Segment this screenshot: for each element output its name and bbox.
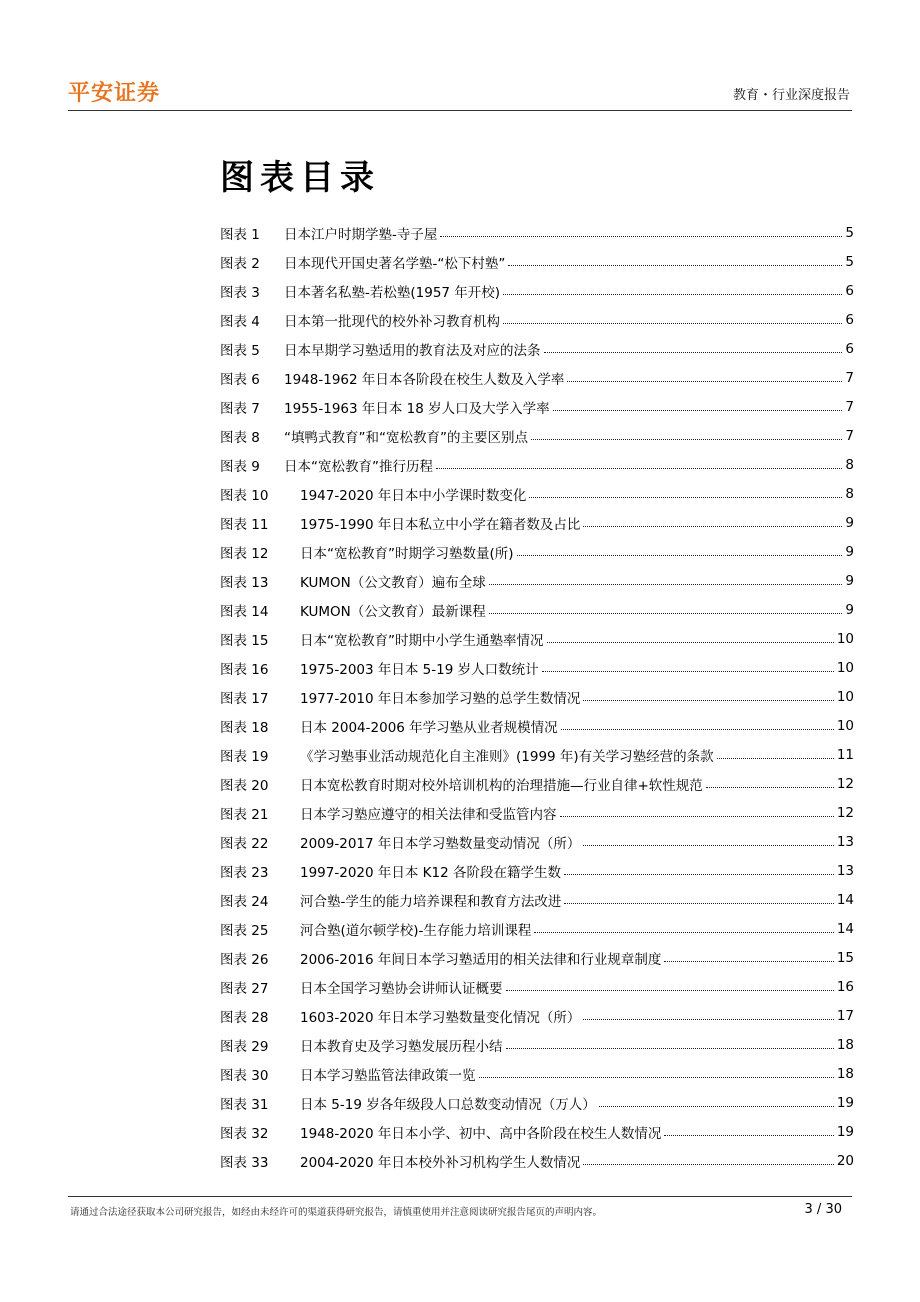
toc-entry[interactable] (220, 624, 854, 653)
figure-label: 图表 11 (220, 516, 269, 533)
figure-page-number: 15 (836, 949, 854, 966)
figure-title: 2004-2020 年日本校外补习机构学生人数情况 (300, 1154, 581, 1171)
figure-page-number: 12 (836, 804, 854, 821)
figure-title: 日本学习塾应遵守的相关法律和受监管内容 (300, 806, 557, 823)
footer-disclaimer: 请通过合法途径获取本公司研究报告，如经由未经许可的渠道获得研究报告，请慎重使用并注意阅读研究报告尾页的声明内容。 (70, 1207, 603, 1218)
figure-page-number: 20 (836, 1152, 854, 1169)
dot-leader (531, 439, 842, 440)
figure-page-number: 10 (836, 659, 854, 676)
toc-entry[interactable] (220, 682, 854, 711)
toc-entry[interactable] (220, 566, 854, 595)
figure-label: 图表 31 (220, 1096, 269, 1113)
figure-title: 1955-1963 年日本 18 岁人口及大学入学率 (284, 400, 550, 417)
figure-title: 日本“宽松教育”推行历程 (284, 458, 433, 475)
dot-leader (529, 497, 842, 498)
figure-label: 图表 24 (220, 893, 269, 910)
figure-label: 图表 8 (220, 429, 260, 446)
toc-entry[interactable] (220, 450, 854, 479)
toc-entry[interactable] (220, 363, 854, 392)
dot-leader (599, 1106, 834, 1107)
figure-page-number: 5 (845, 224, 854, 241)
figure-page-number: 19 (836, 1094, 854, 1111)
figure-page-number: 16 (836, 978, 854, 995)
figure-page-number: 13 (836, 833, 854, 850)
figure-page-number: 6 (845, 282, 854, 299)
company-logo: 平安证券 (68, 81, 161, 106)
toc-entry[interactable] (220, 392, 854, 421)
toc-entry[interactable] (220, 943, 854, 972)
figure-title: 河合塾-学生的能力培养课程和教育方法改进 (300, 893, 562, 910)
figure-label: 图表 23 (220, 864, 269, 881)
report-type: 教育・行业深度报告 (732, 88, 850, 103)
toc-entry[interactable] (220, 276, 854, 305)
figure-page-number: 19 (836, 1123, 854, 1140)
toc-entry[interactable] (220, 305, 854, 334)
figure-label: 图表 2 (220, 255, 260, 272)
figure-page-number: 17 (836, 1007, 854, 1024)
figure-label: 图表 16 (220, 661, 269, 678)
figure-title: 2006-2016 年间日本学习塾适用的相关法律和行业规章制度 (300, 951, 662, 968)
dot-leader (489, 613, 843, 614)
figure-page-number: 9 (845, 543, 854, 560)
figure-page-number: 7 (845, 427, 854, 444)
dot-leader (664, 1135, 833, 1136)
dot-leader (564, 874, 834, 875)
figure-label: 图表 32 (220, 1125, 269, 1142)
figure-page-number: 14 (836, 920, 854, 937)
figure-page-number: 9 (845, 601, 854, 618)
toc-entry[interactable] (220, 885, 854, 914)
figure-page-number: 9 (845, 514, 854, 531)
toc-entry[interactable] (220, 595, 854, 624)
dot-leader (560, 816, 834, 817)
dot-leader (583, 1164, 833, 1165)
toc-entry[interactable] (220, 1030, 854, 1059)
figure-title: 日本全国学习塾协会讲师认证概要 (300, 980, 503, 997)
figure-title: 2009-2017 年日本学习塾数量变动情况（所） (300, 835, 581, 852)
figure-page-number: 10 (836, 688, 854, 705)
figure-label: 图表 10 (220, 487, 269, 504)
toc-entry[interactable] (220, 247, 854, 276)
figure-title: 日本教育史及学习塾发展历程小结 (300, 1038, 503, 1055)
figure-page-number: 7 (845, 369, 854, 386)
dot-leader (547, 642, 834, 643)
figure-page-number: 14 (836, 891, 854, 908)
figure-title: 日本“宽松教育”时期学习塾数量(所) (300, 545, 514, 562)
figure-page-number: 18 (836, 1065, 854, 1082)
figure-page-number: 7 (845, 398, 854, 415)
figure-title: 日本 2004-2006 年学习塾从业者规模情况 (300, 719, 558, 736)
figure-title: 1977-2010 年日本参加学习塾的总学生数情况 (300, 690, 581, 707)
toc-entry[interactable] (220, 218, 854, 247)
toc-entry[interactable] (220, 334, 854, 363)
dot-leader (508, 265, 842, 266)
figure-title: 1947-2020 年日本中小学课时数变化 (300, 487, 527, 504)
figure-title: 1975-2003 年日本 5-19 岁人口数统计 (300, 661, 539, 678)
dot-leader (706, 787, 834, 788)
dot-leader (717, 758, 834, 759)
toc-entry[interactable] (220, 479, 854, 508)
figure-page-number: 18 (836, 1036, 854, 1053)
toc-entry[interactable] (220, 1059, 854, 1088)
toc-entry[interactable] (220, 1088, 854, 1117)
figure-title: “填鸭式教育”和“宽松教育”的主要区别点 (284, 429, 528, 446)
figure-label: 图表 4 (220, 313, 260, 330)
figure-title: 1603-2020 年日本学习塾数量变化情况（所） (300, 1009, 581, 1026)
figure-label: 图表 22 (220, 835, 269, 852)
figure-title: KUMON（公文教育）遍布全球 (300, 574, 486, 591)
dot-leader (567, 381, 842, 382)
toc-entry[interactable] (220, 1001, 854, 1030)
figure-title: 1948-2020 年日本小学、初中、高中各阶段在校生人数情况 (300, 1125, 662, 1142)
figure-title: 《学习塾事业活动规范化自主准则》(1999 年)有关学习塾经营的条款 (300, 748, 714, 765)
figure-label: 图表 3 (220, 284, 260, 301)
figure-label: 图表 1 (220, 226, 260, 243)
figure-title: 日本江户时期学塾-寺子屋 (284, 226, 438, 243)
dot-leader (489, 584, 843, 585)
figure-page-number: 6 (845, 340, 854, 357)
dot-leader (436, 468, 842, 469)
figure-page-number: 10 (836, 630, 854, 647)
figure-label: 图表 19 (220, 748, 269, 765)
toc-entry[interactable] (220, 508, 854, 537)
dot-leader (583, 700, 833, 701)
figure-title: 1948-1962 年日本各阶段在校生人数及入学率 (284, 371, 565, 388)
footer-divider (68, 1196, 852, 1197)
figure-page-number: 8 (845, 456, 854, 473)
figure-title: 日本学习塾监管法律政策一览 (300, 1067, 476, 1084)
dot-leader (553, 410, 843, 411)
dot-leader (542, 671, 834, 672)
figure-label: 图表 29 (220, 1038, 269, 1055)
figure-label: 图表 30 (220, 1067, 269, 1084)
dot-leader (506, 990, 834, 991)
figure-label: 图表 9 (220, 458, 260, 475)
figure-label: 图表 28 (220, 1009, 269, 1026)
figure-title: 日本早期学习塾适用的教育法及对应的法条 (284, 342, 541, 359)
figure-label: 图表 21 (220, 806, 269, 823)
figure-title: 河合塾(道尔顿学校)-生存能力培训课程 (300, 922, 532, 939)
page-number: 3 / 30 (804, 1202, 842, 1217)
figure-label: 图表 20 (220, 777, 269, 794)
toc-entry[interactable] (220, 740, 854, 769)
figure-title: 日本“宽松教育”时期中小学生通塾率情况 (300, 632, 544, 649)
figure-page-number: 5 (845, 253, 854, 270)
figure-title: 日本 5-19 岁各年级段人口总数变动情况（万人） (300, 1096, 596, 1113)
figure-label: 图表 6 (220, 371, 260, 388)
dot-leader (503, 294, 842, 295)
dot-leader (506, 1048, 834, 1049)
dot-leader (564, 903, 833, 904)
dot-leader (517, 555, 843, 556)
dot-leader (583, 845, 833, 846)
figure-label: 图表 14 (220, 603, 269, 620)
figure-page-number: 11 (836, 746, 854, 763)
dot-leader (544, 352, 843, 353)
dot-leader (664, 961, 833, 962)
dot-leader (479, 1077, 834, 1078)
dot-leader (534, 932, 833, 933)
figure-title: 1997-2020 年日本 K12 各阶段在籍学生数 (300, 864, 561, 881)
dot-leader (561, 729, 834, 730)
figure-page-number: 8 (845, 485, 854, 502)
toc-entry[interactable] (220, 856, 854, 885)
figure-label: 图表 12 (220, 545, 269, 562)
figure-page-number: 9 (845, 572, 854, 589)
toc-entry[interactable] (220, 711, 854, 740)
figure-label: 图表 5 (220, 342, 260, 359)
figure-label: 图表 33 (220, 1154, 269, 1171)
table-of-figures (220, 218, 854, 1175)
toc-entry[interactable] (220, 1146, 854, 1175)
header-divider (68, 110, 852, 111)
figure-title: 日本宽松教育时期对校外培训机构的治理措施—行业自律+软性规范 (300, 777, 703, 794)
figure-page-number: 12 (836, 775, 854, 792)
figure-label: 图表 13 (220, 574, 269, 591)
figure-title: 日本著名私塾-若松塾(1957 年开校) (284, 284, 501, 301)
toc-entry[interactable] (220, 653, 854, 682)
toc-entry[interactable] (220, 769, 854, 798)
figure-page-number: 10 (836, 717, 854, 734)
toc-entry[interactable] (220, 1117, 854, 1146)
figure-label: 图表 27 (220, 980, 269, 997)
toc-entry[interactable] (220, 827, 854, 856)
page-title: 图表目录 (220, 158, 380, 198)
figure-page-number: 13 (836, 862, 854, 879)
dot-leader (583, 1019, 833, 1020)
figure-label: 图表 26 (220, 951, 269, 968)
figure-title: 日本现代开国史著名学塾-“松下村塾” (284, 255, 506, 272)
dot-leader (503, 323, 842, 324)
toc-entry[interactable] (220, 421, 854, 450)
dot-leader (583, 526, 842, 527)
toc-entry[interactable] (220, 972, 854, 1001)
figure-label: 图表 15 (220, 632, 269, 649)
figure-page-number: 6 (845, 311, 854, 328)
figure-label: 图表 18 (220, 719, 269, 736)
figure-label: 图表 7 (220, 400, 260, 417)
figure-title: 1975-1990 年日本私立中小学在籍者数及占比 (300, 516, 581, 533)
figure-label: 图表 25 (220, 922, 269, 939)
toc-entry[interactable] (220, 914, 854, 943)
figure-title: KUMON（公文教育）最新课程 (300, 603, 486, 620)
toc-entry[interactable] (220, 798, 854, 827)
toc-entry[interactable] (220, 537, 854, 566)
figure-label: 图表 17 (220, 690, 269, 707)
dot-leader (440, 236, 842, 237)
figure-title: 日本第一批现代的校外补习教育机构 (284, 313, 500, 330)
